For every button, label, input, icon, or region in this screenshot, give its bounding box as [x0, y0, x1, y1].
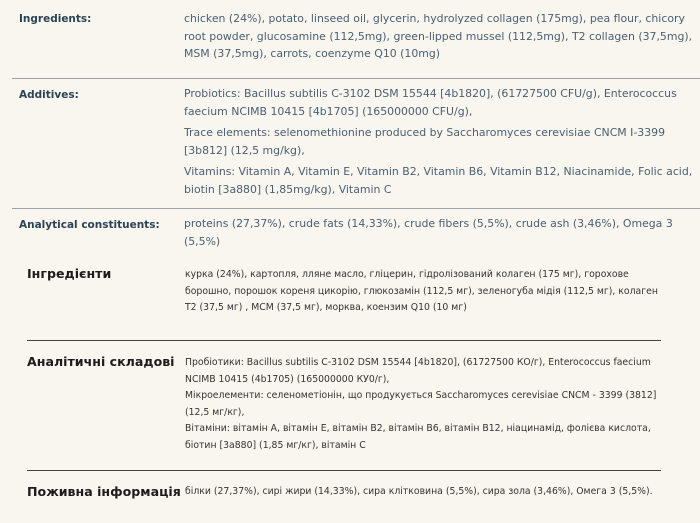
ua-analytical-text	[185, 355, 663, 454]
ua-ingredients-label: Інгредієнти	[27, 266, 112, 281]
ua-vitamins: Вітаміни: вітамін А, вітамін Е, вітамін В2, вітамін В6, вітамін В12, ніацинамід, фолієва кислота, біотин [3а880] (1,85 мг/кг), вітамін С	[185, 423, 651, 451]
ua-probiotics: Пробіотики: Bacillus subtilis C-3102 DSM 15544 [4b1820], (61727500 КО/г), Enterococcus faecium NCIMB 10415 (4b1705) (165000000 КУ0/г),	[185, 357, 651, 385]
additives-label: Additives:	[19, 89, 79, 101]
ua-nutrition-text: білки (27,37%), сирі жири (14,33%), сира клітковина (5,5%), сира зола (3,46%), Омега 3 (5,5%).	[185, 486, 653, 497]
ingredients-text	[184, 10, 694, 67]
additives-probiotics: Probiotics: Bacillus subtilis C-3102 DSM 15544 [4b1820], (61727500 CFU/g), Enterococcus faecium NCIMB 10415 [4b1705] (165000000 CFU/g),	[184, 87, 677, 118]
ua-ingredients-text: курка (24%), картопля, лляне масло, гліцерин, гідролізований колаген (175 мг), горохове борошно, порошок кореня цикорію, глюкозамін (112,5 мг), зеленогуба мідія (112,5 мг), колаген Т2 (37,5 мг) , МСМ (37,5 мг), морква, коензим Q10 (10 мг)	[185, 269, 658, 313]
ua-divider-ingredients	[27, 340, 661, 341]
analytical-label: Analytical constituents:	[19, 219, 160, 231]
ingredients-text-content: chicken (24%), potato, linseed oil, glycerin, hydrolyzed collagen (175mg), pea flour, chicory root powder, glucosamine (112,5mg), green-lipped mussel (112,5mg), T2 collagen (37,5mg), MSM (37,5mg), carrots, coenzyme Q10 (10mg)	[184, 12, 693, 61]
ingredients-label: Ingredients:	[19, 13, 92, 25]
divider-ingredients	[12, 78, 700, 79]
additives-text	[184, 85, 694, 203]
ua-trace-elements: Мікроелементи: селенометіонін, що продукується Saccharomyces cerevisiae CNCM - 3399 (3812] (12,5 мг/кг),	[185, 390, 657, 418]
divider-additives	[12, 208, 700, 209]
ua-divider-analytical	[27, 470, 661, 471]
ua-nutrition-label: Поживна інформація	[27, 484, 181, 499]
additives-trace-elements: Trace elements: selenomethionine produced by Saccharomyces cerevisiae CNCM I-3399 [3b812] (12,5 mg/kg),	[184, 126, 666, 157]
analytical-text-content: proteins (27,37%), crude fats (14,33%), crude fibers (5,5%), crude ash (3,46%), Omega 3 (5,5%)	[184, 217, 673, 248]
additives-vitamins: Vitamins: Vitamin A, Vitamin E, Vitamin B2, Vitamin B6, Vitamin B12, Niacinamide, Folic acid, biotin [3a880] (1,85mg/kg), Vitamin C	[184, 165, 693, 196]
ua-analytical-label: Аналітичні складові	[27, 354, 175, 369]
analytical-text	[184, 215, 694, 254]
